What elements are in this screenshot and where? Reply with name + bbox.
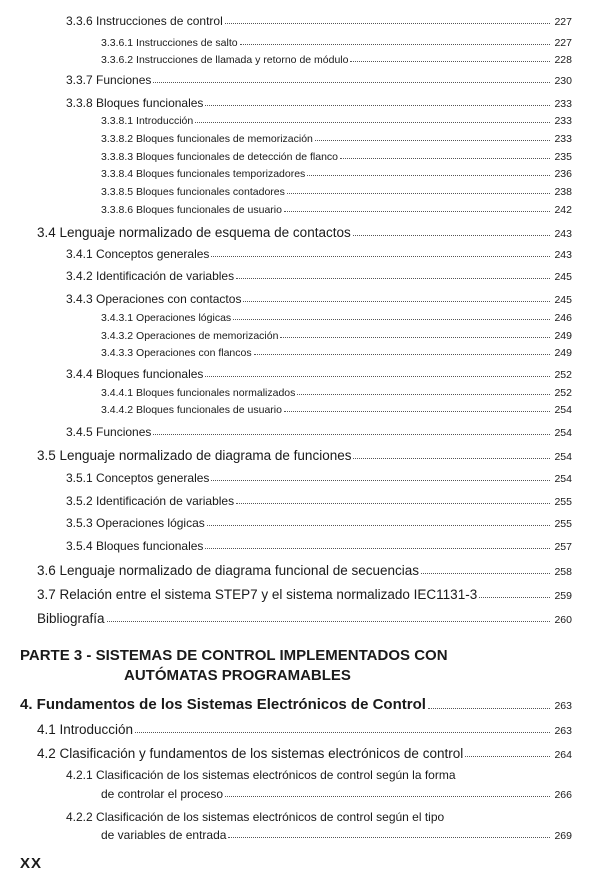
toc-entry[interactable] (101, 204, 572, 216)
toc-entry[interactable] (101, 387, 572, 399)
toc-label: 3.3.6 Instrucciones de control (66, 14, 223, 28)
toc-page: 235 (554, 151, 572, 163)
toc-page: 269 (554, 830, 572, 842)
toc-label: 3.4 Lenguaje normalizado de esquema de contactos (37, 225, 351, 240)
toc-label: 3.6 Lenguaje normalizado de diagrama funcional de secuencias (37, 563, 420, 578)
toc-page: 233 (554, 115, 572, 127)
leader-dots (207, 525, 550, 526)
leader-dots (428, 708, 550, 709)
leader-dots (135, 732, 550, 733)
toc-label: 4.2.2 Clasificación de los sistemas electrónicos de control según el tipo (66, 810, 445, 824)
toc-page: 259 (554, 590, 572, 602)
toc-entry[interactable] (37, 563, 572, 578)
leader-dots (107, 621, 550, 622)
toc-page: 227 (554, 16, 572, 28)
leader-dots (211, 256, 550, 257)
toc-entry[interactable] (37, 448, 572, 463)
toc-label-cont: de variables de entrada (101, 828, 227, 842)
toc-label: 3.5.4 Bloques funcionales (66, 539, 204, 553)
toc-entry[interactable] (101, 168, 572, 180)
part-heading-line2: AUTÓMATAS PROGRAMABLES (124, 667, 351, 684)
toc-entry[interactable] (101, 828, 572, 842)
toc-entry[interactable] (66, 494, 572, 508)
toc-label: 3.5.1 Conceptos generales (66, 471, 210, 485)
toc-page: 254 (554, 404, 572, 416)
toc-label: Bibliografía (37, 611, 105, 626)
toc-entry[interactable] (66, 539, 572, 553)
toc-page: 255 (554, 496, 572, 508)
leader-dots (205, 548, 550, 549)
toc-entry[interactable] (101, 186, 572, 198)
toc-entry[interactable] (37, 225, 572, 240)
leader-dots (205, 105, 550, 106)
leader-dots (195, 122, 550, 123)
toc-label: 4. Fundamentos de los Sistemas Electrónicos de Control (20, 696, 426, 713)
toc-page: 252 (554, 369, 572, 381)
toc-entry[interactable] (37, 722, 572, 737)
toc-page: 243 (554, 228, 572, 240)
leader-dots (243, 301, 550, 302)
leader-dots (280, 337, 550, 338)
toc-entry[interactable] (66, 516, 572, 530)
toc-label-cont: de controlar el proceso (101, 787, 224, 801)
toc-page: 249 (554, 347, 572, 359)
toc-page: 242 (554, 204, 572, 216)
toc-label: 4.2 Clasificación y fundamentos de los sistemas electrónicos de control (37, 746, 464, 761)
toc-page: 257 (554, 541, 572, 553)
toc-entry[interactable] (37, 611, 572, 626)
leader-dots (353, 458, 550, 459)
toc-page: 260 (554, 614, 572, 626)
toc-label: 3.4.4.2 Bloques funcionales de usuario (101, 404, 282, 416)
toc-label: 3.3.7 Funciones (66, 73, 152, 87)
toc-label: 3.7 Relación entre el sistema STEP7 y el sistema normalizado IEC1131-3 (37, 587, 478, 602)
toc-label: 3.4.3.1 Operaciones lógicas (101, 312, 232, 324)
leader-dots (307, 175, 550, 176)
leader-dots (284, 211, 550, 212)
toc-entry[interactable] (66, 471, 572, 485)
toc-page: 245 (554, 271, 572, 283)
toc-label: 4.2.1 Clasificación de los sistemas electrónicos de control según la forma (66, 768, 456, 782)
toc-page: 249 (554, 330, 572, 342)
toc-page: 233 (554, 133, 572, 145)
toc-label: 3.3.6.2 Instrucciones de llamada y retorno de módulo (101, 54, 349, 66)
leader-dots (211, 480, 550, 481)
toc-label: 3.3.8 Bloques funcionales (66, 96, 204, 110)
leader-dots (228, 837, 550, 838)
toc-page: 245 (554, 294, 572, 306)
leader-dots (297, 394, 550, 395)
toc-entry[interactable] (101, 37, 572, 49)
toc-label: 3.4.4 Bloques funcionales (66, 367, 204, 381)
toc-entry[interactable] (101, 404, 572, 416)
toc-label: 3.5.2 Identificación de variables (66, 494, 235, 508)
toc-entry[interactable] (101, 54, 572, 66)
leader-dots (254, 354, 550, 355)
leader-dots (353, 235, 550, 236)
toc-page: 243 (554, 249, 572, 261)
toc-entry[interactable] (101, 133, 572, 145)
toc-entry[interactable] (101, 787, 572, 801)
toc-label: 3.4.4.1 Bloques funcionales normalizados (101, 387, 296, 399)
toc-entry[interactable] (66, 269, 572, 283)
leader-dots (236, 503, 550, 504)
leader-dots (340, 158, 550, 159)
toc-entry[interactable] (101, 151, 572, 163)
leader-dots (153, 82, 550, 83)
toc-label: 3.3.6.1 Instrucciones de salto (101, 37, 238, 49)
toc-label: 3.5.3 Operaciones lógicas (66, 516, 205, 530)
toc-page: 264 (554, 749, 572, 761)
toc-entry-chapter[interactable] (20, 696, 572, 713)
footer-page-number: XX (20, 855, 43, 872)
toc-page: 236 (554, 168, 572, 180)
toc-entry[interactable] (101, 312, 572, 324)
toc-entry[interactable] (101, 330, 572, 342)
toc-entry[interactable] (66, 292, 572, 306)
leader-dots (205, 376, 550, 377)
toc-page: 227 (554, 37, 572, 49)
leader-dots (421, 573, 550, 574)
leader-dots (153, 434, 550, 435)
toc-entry[interactable] (101, 115, 572, 127)
toc-label: 3.4.3.3 Operaciones con flancos (101, 347, 252, 359)
toc-entry[interactable] (66, 367, 572, 381)
toc-entry[interactable] (37, 746, 572, 761)
toc-page: 258 (554, 566, 572, 578)
toc-label: 3.5 Lenguaje normalizado de diagrama de funciones (37, 448, 352, 463)
leader-dots (479, 597, 550, 598)
toc-label: 3.3.8.4 Bloques funcionales temporizadores (101, 168, 306, 180)
toc-entry[interactable] (66, 14, 572, 28)
toc-label: 3.3.8.5 Bloques funcionales contadores (101, 186, 285, 198)
leader-dots (236, 278, 550, 279)
leader-dots (350, 61, 550, 62)
toc-page: 230 (554, 75, 572, 87)
toc-entry-first-line[interactable] (66, 768, 572, 782)
toc-label: 3.3.8.1 Introducción (101, 115, 194, 127)
toc-label: 3.3.8.2 Bloques funcionales de memorización (101, 133, 313, 145)
toc-page: 266 (554, 789, 572, 801)
toc-page: 254 (554, 427, 572, 439)
toc-entry[interactable] (66, 247, 572, 261)
leader-dots (240, 44, 550, 45)
part-heading (20, 646, 448, 686)
toc-entry[interactable] (37, 587, 572, 602)
toc-page: 233 (554, 98, 572, 110)
leader-dots (287, 193, 550, 194)
leader-dots (315, 140, 550, 141)
leader-dots (225, 23, 550, 24)
toc-label: 3.4.3 Operaciones con contactos (66, 292, 242, 306)
toc-page: 254 (554, 451, 572, 463)
toc-label: 3.4.2 Identificación de variables (66, 269, 235, 283)
leader-dots (233, 319, 550, 320)
part-heading-line1: PARTE 3 - SISTEMAS DE CONTROL IMPLEMENTADOS CON (20, 647, 448, 664)
toc-entry[interactable] (101, 347, 572, 359)
toc-entry-first-line[interactable] (66, 810, 572, 824)
toc-label: 3.3.8.6 Bloques funcionales de usuario (101, 204, 282, 216)
toc-label: 3.4.1 Conceptos generales (66, 247, 210, 261)
toc-label: 3.4.3.2 Operaciones de memorización (101, 330, 279, 342)
toc-page: 263 (554, 700, 572, 712)
leader-dots (284, 411, 550, 412)
leader-dots (465, 756, 550, 757)
toc-label: 4.1 Introducción (37, 722, 134, 737)
toc-label: 3.3.8.3 Bloques funcionales de detección de flanco (101, 151, 339, 163)
toc-page: 263 (554, 725, 572, 737)
toc-page: 255 (554, 518, 572, 530)
toc-page: 254 (554, 473, 572, 485)
toc-entry[interactable] (66, 73, 572, 87)
toc-entry[interactable] (66, 96, 572, 110)
toc-label: 3.4.5 Funciones (66, 425, 152, 439)
toc-page: 252 (554, 387, 572, 399)
leader-dots (225, 796, 550, 797)
toc-entry[interactable] (66, 425, 572, 439)
toc-page: 238 (554, 186, 572, 198)
toc-page: 246 (554, 312, 572, 324)
toc-page: 228 (554, 54, 572, 66)
